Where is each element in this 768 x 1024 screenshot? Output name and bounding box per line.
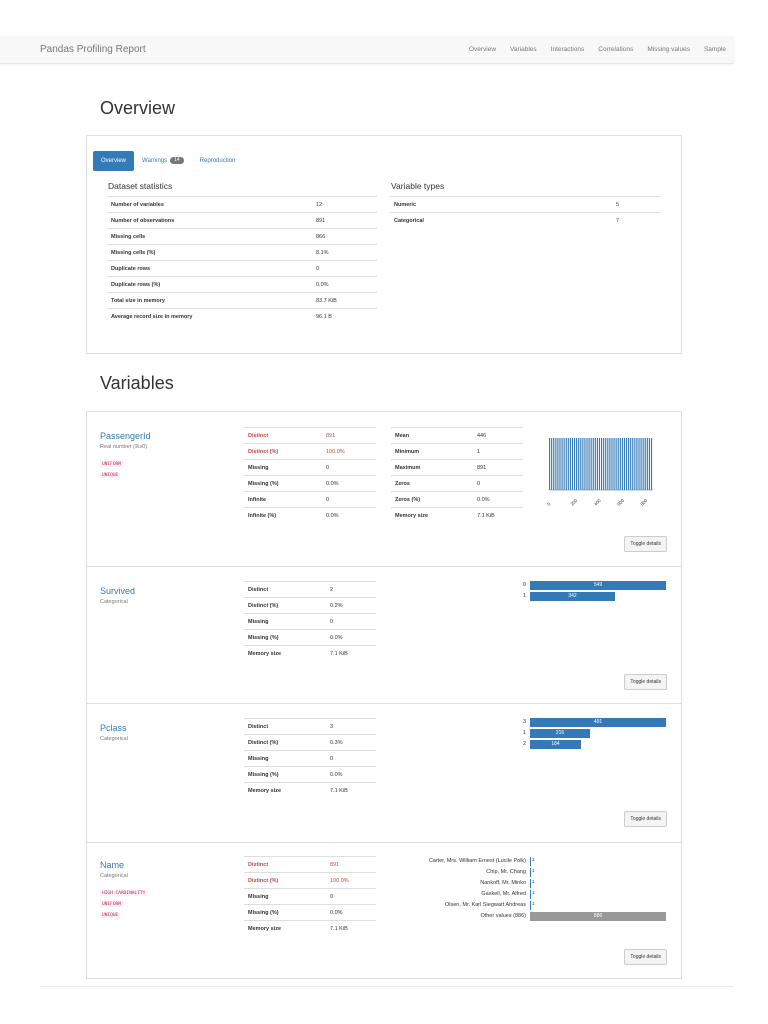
stat-row — [244, 719, 376, 735]
histogram-bar — [589, 438, 590, 490]
frequency-bar: 1 — [530, 857, 535, 866]
stat-row — [244, 460, 376, 476]
variable-name-passengerid[interactable]: PassengerId — [100, 431, 151, 441]
frequency-row — [522, 592, 668, 603]
stat-row — [244, 889, 376, 905]
stat-label: Missing — [244, 889, 326, 905]
stat-row — [244, 444, 376, 460]
nav-link-variables[interactable]: Variables — [510, 46, 537, 53]
dataset-statistics-title: Dataset statistics — [108, 181, 173, 191]
stat-label: Missing (%) — [244, 476, 322, 492]
tag-high-cardinality: HIGH CARDINALITY — [102, 891, 146, 896]
stat-label: Missing — [244, 751, 326, 767]
stat-row — [244, 921, 376, 937]
stat-label: Missing (%) — [244, 905, 326, 921]
frequency-label: 0 — [522, 582, 526, 588]
histogram-bar — [613, 438, 614, 490]
frequency-label: 2 — [522, 741, 526, 747]
nav-link-correlations[interactable]: Correlations — [598, 46, 634, 53]
variable-type-survived: Categorical — [100, 599, 128, 605]
stat-value: 0.0% — [473, 492, 523, 508]
variable-panel-survived — [86, 566, 682, 704]
histogram-bar — [616, 438, 617, 490]
tag-uniform: UNIFORM — [102, 462, 121, 467]
stat-label: Average record size in memory — [107, 309, 312, 325]
histogram-bar — [561, 438, 562, 490]
stat-row — [244, 873, 376, 889]
variable-panel-pclass — [86, 703, 682, 843]
nav-link-missing-values[interactable]: Missing values — [647, 46, 690, 53]
frequency-label: Chip, Mr. Chang — [486, 869, 526, 875]
histogram-bar — [611, 438, 612, 490]
stat-row — [391, 460, 523, 476]
stat-row — [391, 428, 523, 444]
stat-value: 0.0% — [322, 508, 376, 524]
histogram-bar — [572, 438, 573, 490]
stat-value: 891 — [473, 460, 523, 476]
histogram-bar — [586, 438, 587, 490]
nav-link-interactions[interactable]: Interactions — [550, 46, 585, 53]
stat-label: Distinct (%) — [244, 598, 326, 614]
histogram-bar — [559, 438, 560, 490]
stat-label: Minimum — [391, 444, 473, 460]
variable-type-passengerid: Real number (ℝ≥0) — [100, 444, 148, 450]
histogram-bar — [595, 438, 596, 490]
variable-name-pclass[interactable]: Pclass — [100, 723, 127, 733]
variable-name-name[interactable]: Name — [100, 860, 125, 870]
stat-value: 0 — [326, 889, 376, 905]
stat-value: 96.1 B — [312, 309, 377, 325]
stat-row — [244, 630, 376, 646]
tab-warnings[interactable] — [134, 151, 192, 171]
histogram-bar — [603, 438, 604, 490]
frequency-bar: 886 — [530, 912, 666, 921]
stat-value: 7.1 KiB — [326, 921, 376, 937]
stat-label: Missing (%) — [244, 630, 326, 646]
name-stats — [244, 856, 376, 937]
histogram-bar — [620, 438, 621, 490]
histogram-bar — [551, 438, 552, 490]
variable-types-table — [390, 196, 660, 229]
stat-label: Missing (%) — [244, 767, 326, 783]
stat-label: Memory size — [244, 921, 326, 937]
stat-label: Infinite (%) — [244, 508, 322, 524]
name-frequency-chart — [428, 857, 668, 923]
histogram-bar — [641, 438, 642, 490]
histogram-bar — [593, 438, 594, 490]
frequency-bar: 1 — [530, 890, 535, 899]
stat-value: 0.0% — [326, 905, 376, 921]
histogram-bar — [580, 438, 581, 490]
tag-unique: UNIQUE — [102, 913, 119, 918]
warnings-count-badge: 14 — [170, 157, 184, 164]
stat-value: 100.0% — [322, 444, 376, 460]
navbar — [0, 36, 734, 64]
histogram-bar — [597, 438, 598, 490]
histogram-bar — [549, 438, 550, 490]
stat-label: Categorical — [390, 213, 612, 229]
stat-row — [244, 646, 376, 662]
stat-label: Distinct (%) — [244, 735, 326, 751]
frequency-label: 1 — [522, 730, 526, 736]
stat-value: 8.1% — [312, 245, 377, 261]
frequency-row — [480, 879, 668, 890]
frequency-bar: 1 — [530, 868, 535, 877]
stat-label: Distinct — [244, 719, 326, 735]
histogram-bar — [622, 438, 623, 490]
stat-label: Number of variables — [107, 197, 312, 213]
stat-label: Distinct (%) — [244, 873, 326, 889]
stat-value: 3 — [326, 719, 376, 735]
stat-label: Memory size — [244, 646, 326, 662]
toggle-details-button[interactable]: Toggle details — [624, 536, 667, 552]
frequency-bar: 549 — [530, 581, 666, 590]
frequency-row — [428, 857, 668, 868]
stat-label: Total size in memory — [107, 293, 312, 309]
stat-row — [244, 598, 376, 614]
frequency-row — [481, 890, 668, 901]
stat-label: Memory size — [391, 508, 473, 524]
tag-unique: UNIQUE — [102, 473, 119, 478]
stat-row — [391, 492, 523, 508]
tag-uniform: UNIFORM — [102, 902, 121, 907]
stat-label: Missing — [244, 614, 326, 630]
stat-value: 12 — [312, 197, 377, 213]
frequency-bar: 184 — [530, 740, 581, 749]
stat-value: 866 — [312, 229, 377, 245]
frequency-bar: 216 — [530, 729, 590, 738]
variable-panel-passengerid — [86, 411, 682, 567]
histogram-bar — [634, 438, 635, 490]
histogram-bar — [651, 438, 652, 490]
stat-value: 0 — [326, 751, 376, 767]
stat-label: Mean — [391, 428, 473, 444]
frequency-bar: 1 — [530, 879, 535, 888]
histogram-bar — [576, 438, 577, 490]
stat-label: Maximum — [391, 460, 473, 476]
stat-label: Zeros — [391, 476, 473, 492]
histogram-tick-label: 800 — [639, 497, 649, 507]
frequency-label: Nankoff, Mr. Minko — [480, 880, 526, 886]
histogram-bar — [555, 438, 556, 490]
stat-label: Missing cells — [107, 229, 312, 245]
stat-value: 83.7 KiB — [312, 293, 377, 309]
stat-value: 891 — [326, 857, 376, 873]
histogram-bar — [578, 438, 579, 490]
stat-value: 7.1 KiB — [326, 646, 376, 662]
stat-row — [107, 197, 377, 213]
toggle-details-button[interactable]: Toggle details — [624, 674, 667, 690]
footer-divider — [40, 986, 734, 987]
stat-label: Distinct — [244, 428, 322, 444]
histogram-tick-label: 0 — [546, 501, 552, 507]
frequency-label: Gaskell, Mr. Alfred — [481, 891, 526, 897]
stat-row — [244, 476, 376, 492]
stat-value: 5 — [612, 197, 660, 213]
tab-reproduction[interactable]: Reproduction — [199, 158, 236, 164]
stat-label: Numeric — [390, 197, 612, 213]
stat-row — [244, 508, 376, 524]
stat-row — [244, 582, 376, 598]
variable-type-name: Categorical — [100, 873, 128, 879]
stat-value: 0.2% — [326, 598, 376, 614]
stat-value: 446 — [473, 428, 523, 444]
stat-label: Duplicate rows — [107, 261, 312, 277]
stat-label: Distinct — [244, 582, 326, 598]
stat-row — [391, 508, 523, 524]
stat-value: 0 — [322, 460, 376, 476]
stat-label: Number of observations — [107, 213, 312, 229]
histogram-bar — [638, 438, 639, 490]
toggle-details-button[interactable]: Toggle details — [624, 811, 667, 827]
stat-row — [107, 213, 377, 229]
histogram-bar — [564, 438, 565, 490]
histogram-bar — [628, 438, 629, 490]
frequency-row — [522, 581, 668, 592]
histogram-bar — [566, 438, 567, 490]
frequency-label: 1 — [522, 593, 526, 599]
histogram-bar — [570, 438, 571, 490]
pclass-frequency-chart — [522, 718, 668, 751]
histogram-bar — [649, 438, 650, 490]
histogram-bar — [584, 438, 585, 490]
stat-row — [390, 213, 660, 229]
stat-row — [391, 444, 523, 460]
stat-value: 1 — [473, 444, 523, 460]
stat-value: 0.0% — [322, 476, 376, 492]
nav-link-overview[interactable]: Overview — [468, 46, 497, 53]
histogram-bar — [599, 438, 600, 490]
passengerid-stats-right — [391, 427, 523, 524]
histogram-bar — [636, 438, 637, 490]
variable-type-pclass: Categorical — [100, 736, 128, 742]
histogram-bar — [568, 438, 569, 490]
stat-row — [107, 309, 377, 325]
histogram-bar — [609, 438, 610, 490]
tab-overview[interactable]: Overview — [93, 151, 134, 171]
stat-row — [244, 767, 376, 783]
stat-label: Missing cells (%) — [107, 245, 312, 261]
histogram-bar — [607, 438, 608, 490]
stat-label: Zeros (%) — [391, 492, 473, 508]
histogram-bar — [618, 438, 619, 490]
histogram-tick-label: 600 — [616, 497, 626, 507]
histogram-bar — [645, 438, 646, 490]
toggle-details-button[interactable]: Toggle details — [624, 949, 667, 965]
stat-row — [244, 857, 376, 873]
stat-value: 0.3% — [326, 735, 376, 751]
stat-value: 7 — [612, 213, 660, 229]
histogram-bar — [626, 438, 627, 490]
navbar-links — [469, 46, 726, 53]
frequency-bar: 1 — [530, 901, 535, 910]
stat-value: 0 — [326, 614, 376, 630]
frequency-row — [522, 729, 668, 740]
frequency-row — [522, 718, 668, 729]
frequency-label: 3 — [522, 719, 526, 725]
stat-value: 0 — [322, 492, 376, 508]
histogram-bar — [643, 438, 644, 490]
pclass-stats — [244, 718, 376, 799]
dataset-statistics-table — [107, 196, 377, 325]
histogram-bar — [591, 438, 592, 490]
histogram-bar — [624, 438, 625, 490]
stat-row — [244, 905, 376, 921]
variable-panel-name — [86, 842, 682, 979]
histogram-bar — [601, 438, 602, 490]
frequency-label: Other values (886) — [480, 913, 526, 919]
stat-value: 2 — [326, 582, 376, 598]
histogram-bar — [574, 438, 575, 490]
frequency-bar: 342 — [530, 592, 615, 601]
passengerid-histogram — [537, 432, 667, 522]
stat-value: 100.0% — [326, 873, 376, 889]
stat-row — [391, 476, 523, 492]
frequency-bar: 491 — [530, 718, 666, 727]
stat-value: 0.0% — [312, 277, 377, 293]
overview-panel — [86, 135, 682, 354]
stat-row — [244, 492, 376, 508]
frequency-row — [486, 868, 668, 879]
stat-value: 0.0% — [326, 767, 376, 783]
histogram-bar — [630, 438, 631, 490]
frequency-label: Olsen, Mr. Karl Siegwart Andreas — [444, 902, 526, 908]
stat-label: Infinite — [244, 492, 322, 508]
stat-row — [244, 614, 376, 630]
histogram-bar — [557, 438, 558, 490]
histogram-bar — [605, 438, 606, 490]
passengerid-stats-left — [244, 427, 376, 524]
histogram-bar — [553, 438, 554, 490]
stat-row — [244, 783, 376, 799]
histogram-bar — [632, 438, 633, 490]
histogram-tick-label: 400 — [592, 497, 602, 507]
stat-label: Distinct — [244, 857, 326, 873]
histogram-bar — [582, 438, 583, 490]
histogram-tick-label: 200 — [569, 497, 579, 507]
overview-tabs — [93, 151, 243, 171]
frequency-row — [522, 740, 668, 751]
stat-row — [244, 735, 376, 751]
histogram-bar — [647, 438, 648, 490]
stat-row — [107, 245, 377, 261]
stat-label: Distinct (%) — [244, 444, 322, 460]
stat-row — [390, 197, 660, 213]
stat-label: Memory size — [244, 783, 326, 799]
stat-value: 0 — [312, 261, 377, 277]
frequency-row — [480, 912, 668, 923]
stat-label: Duplicate rows (%) — [107, 277, 312, 293]
stat-row — [244, 428, 376, 444]
stat-value: 7.1 KiB — [473, 508, 523, 524]
variable-name-survived[interactable]: Survived — [100, 586, 136, 596]
stat-value: 7.1 KiB — [326, 783, 376, 799]
stat-row — [107, 229, 377, 245]
stat-value: 891 — [312, 213, 377, 229]
overview-heading: Overview — [100, 98, 176, 118]
tab-warnings-label: Warnings — [142, 158, 168, 164]
stat-value: 0.0% — [326, 630, 376, 646]
stat-row — [244, 751, 376, 767]
frequency-label: Carter, Mrs. William Ernest (Lucile Polk) — [428, 858, 526, 864]
variable-types-title: Variable types — [391, 181, 445, 191]
stat-value: 0 — [473, 476, 523, 492]
stat-value: 891 — [322, 428, 376, 444]
navbar-brand[interactable]: Pandas Profiling Report — [40, 44, 146, 55]
stat-label: Missing — [244, 460, 322, 476]
stat-row — [107, 261, 377, 277]
nav-link-sample[interactable]: Sample — [703, 46, 726, 53]
frequency-row — [444, 901, 668, 912]
survived-frequency-chart — [522, 581, 668, 603]
variables-heading: Variables — [100, 373, 174, 393]
survived-stats — [244, 581, 376, 662]
stat-row — [107, 277, 377, 293]
stat-row — [107, 293, 377, 309]
